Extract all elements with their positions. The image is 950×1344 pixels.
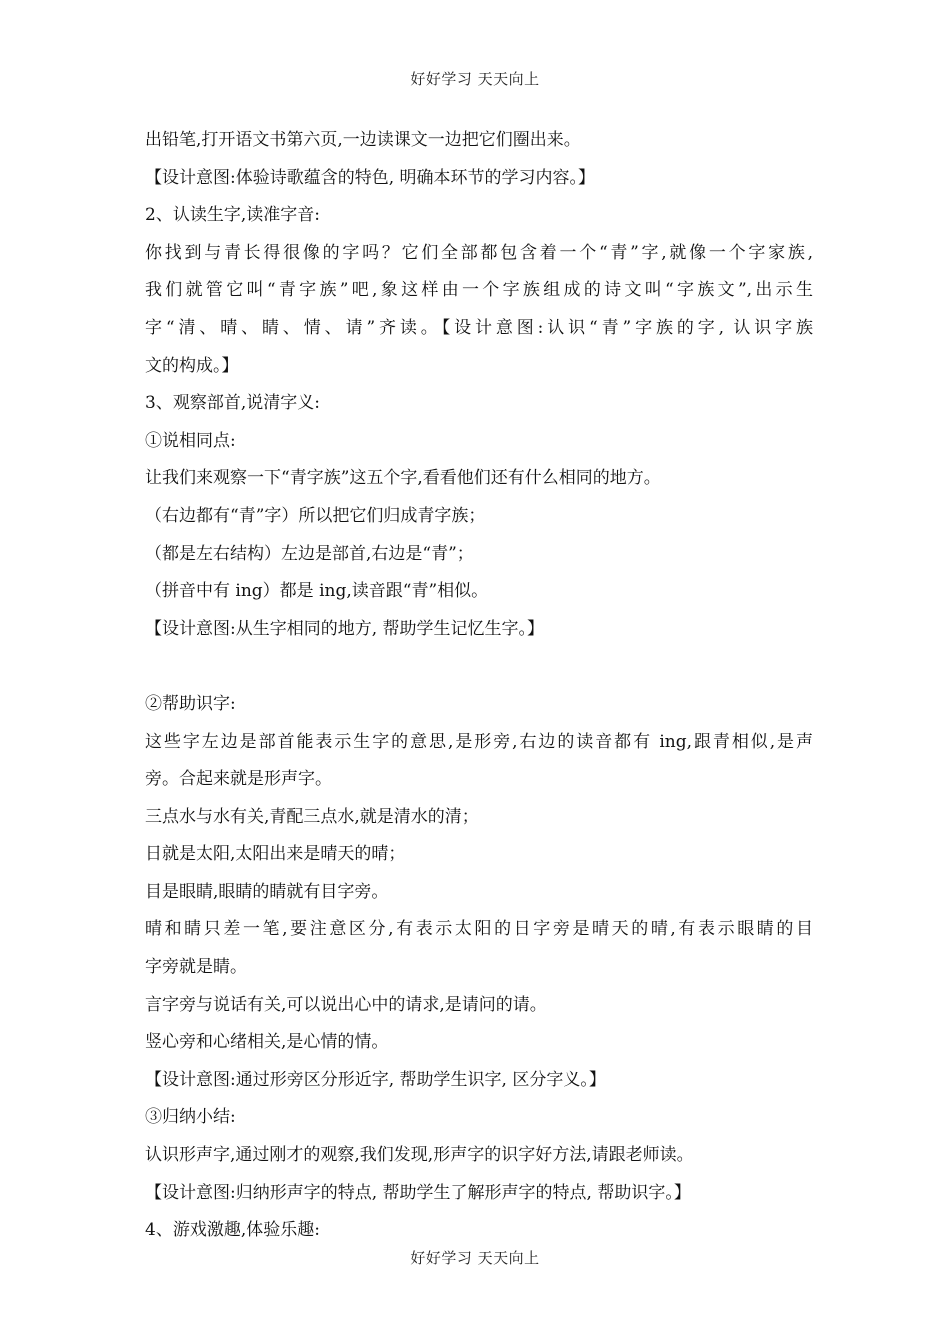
design-intent-line: 【设计意图:通过形旁区分形近字, 帮助学生识字, 区分字义。】	[145, 1069, 606, 1090]
paragraph-line: 言字旁与说话有关,可以说出心中的请求,是请问的请。	[145, 994, 547, 1015]
paragraph-line: （拼音中有 ing）都是 ing,读音跟“青”相似。	[145, 581, 489, 602]
page-header: 好好学习 天天向上	[410, 70, 540, 88]
paragraph-line: 让我们来观察一下“青字族”这五个字,看看他们还有什么相同的地方。	[145, 468, 661, 489]
paragraph-line: 字旁就是睛。	[145, 957, 247, 978]
paragraph-line: 竖心旁和心绪相关,是心情的情。	[145, 1032, 389, 1053]
paragraph-line: 我们就管它叫“青字族”吧,象这样由一个字族组成的诗文叫“字族文”,出示生	[145, 280, 813, 301]
document-body	[145, 122, 813, 1250]
design-intent-line: 【设计意图:体验诗歌蕴含的特色, 明确本环节的学习内容。】	[145, 167, 596, 188]
design-intent-line: 【设计意图:从生字相同的地方, 帮助学生记忆生字。】	[145, 618, 545, 639]
subsection-heading: ②帮助识字:	[145, 693, 236, 714]
paragraph-line: 旁。合起来就是形声字。	[145, 769, 332, 790]
blank-line	[145, 648, 813, 686]
paragraph-line: 字“清、晴、睛、情、请”齐读。【设计意图:认识“青”字族的字, 认识字族	[145, 317, 813, 338]
design-intent-line: 【设计意图:归纳形声字的特点, 帮助学生了解形声字的特点, 帮助识字。】	[145, 1182, 691, 1203]
paragraph-line: 出铅笔,打开语文书第六页,一边读课文一边把它们圈出来。	[145, 130, 581, 150]
paragraph-line: 你找到与青长得很像的字吗？它们全部都包含着一个“青”字,就像一个字家族,	[145, 242, 813, 263]
subsection-heading: ①说相同点:	[145, 430, 236, 451]
paragraph-line: 目是眼睛,眼睛的睛就有目字旁。	[145, 881, 389, 902]
paragraph-line: 晴和睛只差一笔,要注意区分,有表示太阳的日字旁是晴天的晴,有表示眼睛的目	[145, 919, 813, 940]
paragraph-line: 三点水与水有关,青配三点水,就是清水的清；	[145, 806, 479, 827]
section-heading: 3、观察部首,说清字义:	[145, 393, 320, 414]
paragraph-line: 认识形声字,通过刚才的观察,我们发现,形声字的识字好方法,请跟老师读。	[145, 1145, 694, 1166]
paragraph-line: 文的构成。】	[145, 355, 239, 376]
subsection-heading: ③归纳小结:	[145, 1107, 236, 1128]
section-heading: 4、游戏激趣,体验乐趣:	[145, 1220, 320, 1241]
page-footer: 好好学习 天天向上	[410, 1249, 540, 1267]
paragraph-line: 这些字左边是部首能表示生字的意思,是形旁,右边的读音都有 ing,跟青相似,是声	[145, 731, 813, 752]
section-heading: 2、认读生字,读准字音:	[145, 205, 320, 226]
paragraph-line: （右边都有“青”字）所以把它们归成青字族；	[145, 505, 486, 526]
paragraph-line: 日就是太阳,太阳出来是晴天的晴；	[145, 844, 406, 865]
paragraph-line: （都是左右结构）左边是部首,右边是“青”；	[145, 543, 474, 564]
